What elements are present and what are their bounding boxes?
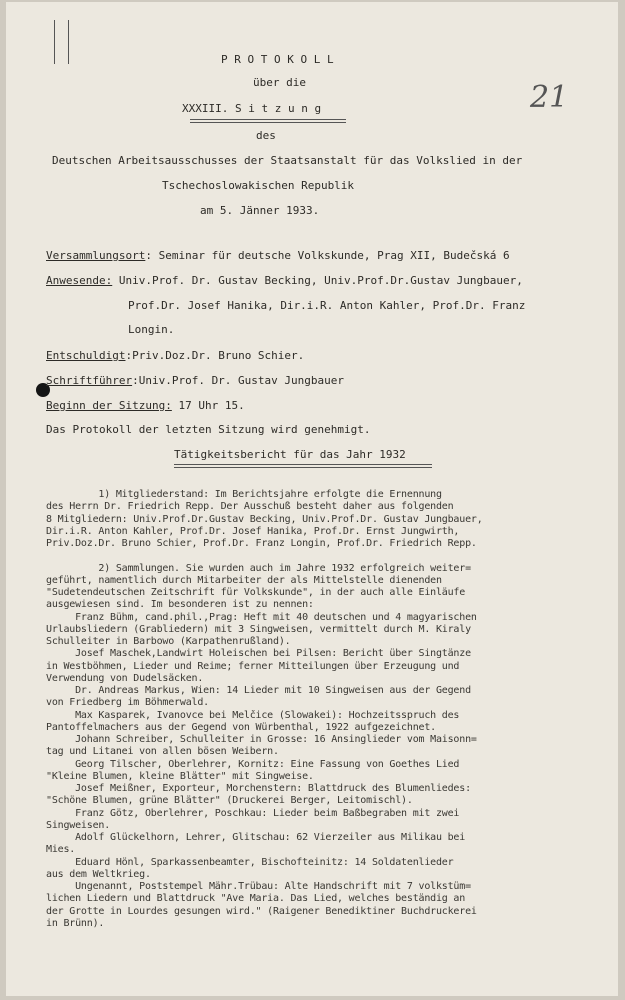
report-line: Max Kasparek, Ivanovce bei Melčice (Slowakei): Hochzeitsspruch des: [46, 709, 460, 721]
report-line: Pantoffelmachers aus der Gegend von Würbenthal, 1922 aufgezeichnet.: [46, 721, 436, 733]
title-protokoll: P R O T O K O L L: [221, 53, 334, 66]
anwesende-value: Univ.Prof. Dr. Gustav Becking, Univ.Prof.Dr.Gustav Jungbauer,: [112, 274, 523, 287]
report-line: Priv.Doz.Dr. Bruno Schier, Prof.Dr. Franz Longin, Prof.Dr. Friedrich Repp.: [46, 538, 477, 549]
report-line: geführt, namentlich durch Mitarbeiter der als Mittelstelle dienenden: [46, 574, 442, 586]
report-line: aus dem Weltkrieg.: [46, 868, 151, 880]
report-line: "Sudetendeutschen Zeitschrift für Volkskunde", in der auch alle Einläufe: [46, 587, 466, 598]
report-line: Schulleiter in Barbowo (Karpathenrußland).: [46, 636, 291, 647]
report-line: 1) Mitgliederstand: Im Berichtsjahre erfolgte die Ernennung: [46, 489, 442, 500]
report-line: tag und Litanei von allen bösen Weibern.: [46, 746, 279, 758]
report-line: Urlaubsliedern (Grabliedern) mit 3 Singweisen, vermittelt durch M. Kiraly: [46, 623, 471, 635]
ort-value: : Seminar für deutsche Volkskunde, Prag XII, Budečská 6: [145, 249, 510, 262]
report-title: Tätigkeitsbericht für das Jahr 1932: [174, 448, 406, 461]
report-line: Franz Götz, Oberlehrer, Poschkau: Lieder beim Baßbegraben mit zwei: [46, 807, 460, 819]
report-line: Dr. Andreas Markus, Wien: 14 Lieder mit 10 Singweisen aus der Gegend: [46, 685, 471, 696]
report-line: "Kleine Blumen, kleine Blätter" mit Singweise.: [46, 770, 314, 782]
report-line: des Herrn Dr. Friedrich Repp. Der Ausschuß besteht daher aus folgenden: [46, 501, 454, 513]
beginn-value: 17 Uhr 15.: [171, 399, 245, 412]
report-line: von Friedberg im Böhmerwald.: [46, 697, 209, 709]
anwesende-cont-2: Longin.: [128, 323, 175, 336]
sitzung-underline: [190, 119, 346, 123]
title-des: des: [256, 129, 276, 142]
report-line: Eduard Hönl, Sparkassenbeamter, Bischofteinitz: 14 Soldatenlieder: [46, 856, 454, 868]
report-line: 8 Mitgliedern: Univ.Prof.Dr.Gustav Becking, Univ.Prof.Dr. Gustav Jungbauer,: [46, 513, 483, 525]
schriftfuehrer-label: Schriftführer: [46, 374, 133, 387]
schriftfuehrer-value: :Univ.Prof. Dr. Gustav Jungbauer: [132, 374, 345, 387]
entschuldigt-label: Entschuldigt: [46, 349, 126, 362]
report-line: in Westböhmen, Lieder und Reime; ferner Mitteilungen über Erzeugung und: [46, 660, 460, 672]
title-sitzung: XXXIII. S i t z u n g: [182, 102, 322, 115]
report-line: Josef Maschek,Landwirt Holeischen bei Pilsen: Bericht über Singtänze: [46, 648, 471, 660]
schriftfuehrer-row: [46, 375, 344, 387]
report-line: in Brünn).: [46, 917, 105, 929]
report-title-underline: [174, 464, 432, 468]
beginn-label: Beginn der Sitzung:: [46, 399, 172, 412]
report-line: ausgewiesen sind. Im besonderen ist zu nennen:: [46, 599, 314, 611]
anwesende-cont-1: Prof.Dr. Josef Hanika, Dir.i.R. Anton Kahler, Prof.Dr. Franz: [128, 299, 526, 312]
report-line: Verwendung von Dudelsäcken.: [46, 672, 204, 684]
handwritten-page-number: 21: [530, 80, 569, 115]
anwesende-row: [46, 275, 523, 287]
ort-label: Versammlungsort: [46, 249, 146, 262]
report-line: Dir.i.R. Anton Kahler, Prof.Dr. Josef Hanika, Prof.Dr. Ernst Jungwirth,: [46, 525, 460, 537]
protokoll-genehmigt: Das Protokoll der letzten Sitzung wird genehmigt.: [46, 423, 371, 436]
document-page: [6, 2, 618, 996]
report-line: 2) Sammlungen. Sie wurden auch im Jahre 1932 erfolgreich weiter=: [46, 562, 471, 574]
report-line: der Grotte in Lourdes gesungen wird." (Raigener Benediktiner Buchdruckerei: [46, 905, 477, 917]
report-line: Mies.: [46, 844, 76, 856]
report-line: Singweisen.: [46, 819, 111, 831]
report-line: "Schöne Blumen, grüne Blätter" (Druckerei Berger, Leitomischl).: [46, 795, 413, 807]
report-line: Georg Tilscher, Oberlehrer, Kornitz: Eine Fassung von Goethes Lied: [46, 758, 460, 770]
margin-mark-right: [68, 20, 69, 64]
report-line: Ungenannt, Poststempel Mähr.Trübau: Alte Handschrift mit 7 volkstüm=: [46, 881, 471, 892]
report-line: Josef Meißner, Exporteur, Morchenstern: Blattdruck des Blumenliedes:: [46, 783, 471, 794]
beginn-row: [46, 400, 245, 412]
committee-line-1: Deutschen Arbeitsausschusses der Staatsanstalt für das Volkslied in der: [52, 154, 523, 167]
margin-mark-left: [54, 20, 55, 64]
report-line: lichen Liedern und Blattdruck "Ave Maria. Das Lied, welches beständig an: [46, 893, 466, 905]
title-uber-die: über die: [253, 76, 306, 89]
entschuldigt-row: [46, 350, 304, 362]
report-line: Johann Schreiber, Schulleiter in Grosse: 16 Ansinglieder vom Maisonn=: [46, 734, 477, 745]
committee-line-2: Tschechoslowakischen Republik: [162, 179, 355, 192]
meeting-date: am 5. Jänner 1933.: [200, 204, 320, 217]
report-line: Adolf Glückelhorn, Lehrer, Glitschau: 62 Vierzeiler aus Milikau bei: [46, 832, 466, 843]
ort-row: [46, 250, 510, 262]
anwesende-label: Anwesende:: [46, 274, 113, 287]
report-line: Franz Bühm, cand.phil.,Prag: Heft mit 40 deutschen und 4 magyarischen: [46, 611, 477, 623]
entschuldigt-value: :Priv.Doz.Dr. Bruno Schier.: [125, 349, 305, 362]
